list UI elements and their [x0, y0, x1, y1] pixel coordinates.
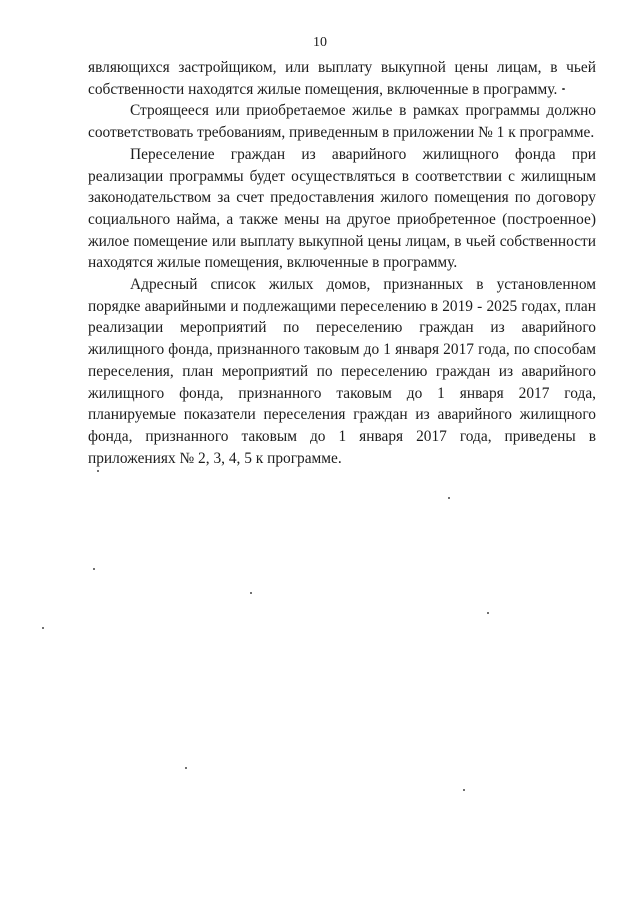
scan-speck [487, 612, 489, 614]
scan-speck [93, 568, 95, 570]
scan-speck [562, 88, 565, 90]
scan-speck [250, 592, 252, 594]
paragraph-housing-requirements: Строящееся или приобретаемое жилье в рамках программы должно соответствовать требованиям, приведенным в приложении № 1 к программе. [88, 102, 596, 142]
scan-speck [185, 767, 187, 769]
document-body [88, 57, 596, 469]
page-number: 10 [313, 35, 327, 50]
scan-speck [97, 470, 99, 472]
scan-speck [463, 789, 465, 791]
scan-speck [42, 627, 44, 629]
paragraph-resettlement-method: Переселение граждан из аварийного жилищного фонда при реализации программы будет осуществляться в соответствии с жилищным законодательством за счет предоставления жилого помещения по договору социального найма, а также мены на другое приобретенное (построенное) жилое помещение или выплату выкупной цены лицам, в чьей собственности находятся жилые помещения, включенные в программу. [88, 145, 596, 272]
paragraph-continuation: являющихся застройщиком, или выплату выкупной цены лицам, в чьей собственности находятся жилые помещения, включенные в программу. [88, 59, 596, 98]
scan-speck [448, 497, 450, 499]
paragraph-address-list: Адресный список жилых домов, признанных в установленном порядке аварийными и подлежащими переселению в 2019 - 2025 годах, план реализации мероприятий по переселению граждан из аварийного жилищного фонда, признанного таковым до 1 января 2017 года, по способам переселения, план мероприятий по переселению граждан из аварийного жилищного фонда, признанного таковым до 1 января 2017 года, планируемые показатели переселения граждан из аварийного жилищного фонда, признанного таковым до 1 января 2017 года, приведены в приложениях № 2, 3, 4, 5 к программе. [88, 276, 596, 467]
